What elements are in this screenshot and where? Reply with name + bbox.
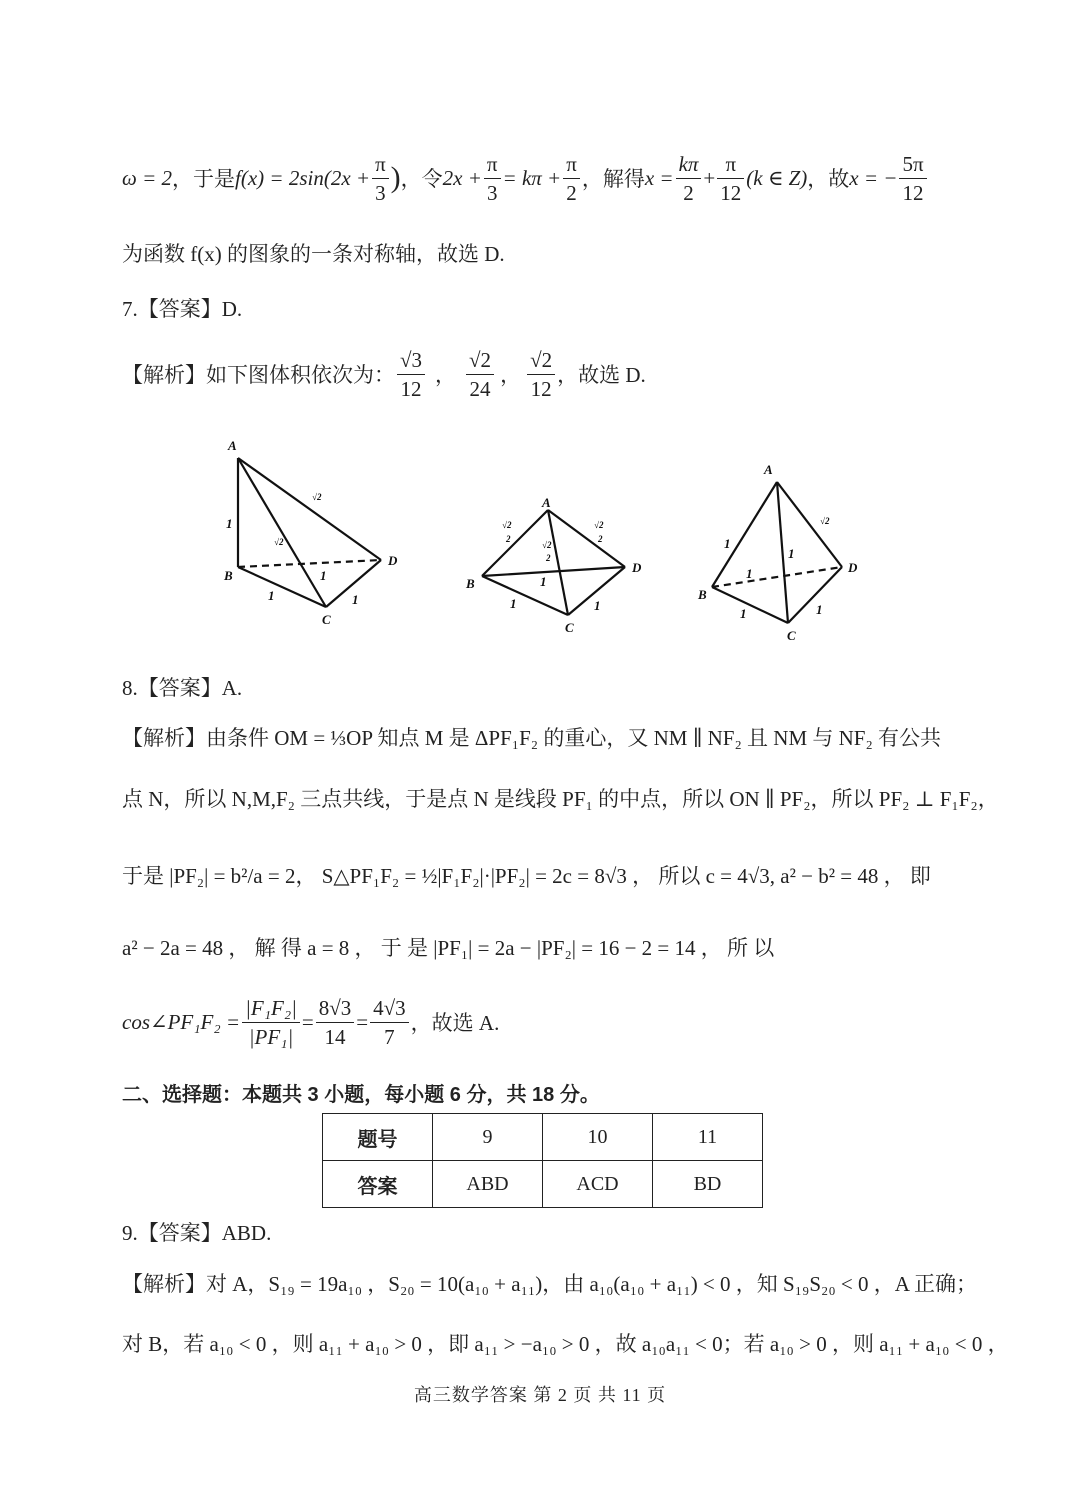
q8-line2: 点 N，所以 N,M,F₂ 三点共线，于是点 N 是线段 PF₁ 的中点，所以 ON ∥ PF₂，所以 PF₂ ⊥ F₁F₂， (122, 787, 999, 811)
section-title: 二、选择题：本题共 3 小题，每小题 6 分，共 18 分。 (122, 1084, 600, 1106)
volume-3: $\frac{√2}{12}$ (527, 346, 555, 403)
cos-prefix: cos∠PF₁F₂ = (122, 1009, 241, 1034)
k-in-z: (k ∈ Z) (746, 165, 808, 190)
x-neg: x = − (849, 165, 898, 190)
q9-line1: 【解析】对 A，S₁₉ = 19a₁₀ ，S₂₀ = 10(a₁₀ + a₁₁)，由 a₁₀(a₁₀ + a₁₁) < 0 ，知 S₁₉S₂₀ < 0 ，A 正确； (122, 1272, 978, 1296)
frac-3: $\frac{4√3}{7}$ (370, 994, 409, 1051)
fig2-edge-ab-num: √2 (502, 520, 512, 530)
omega-eq: ω = 2 (122, 165, 172, 190)
q7-answer: 7.【答案】D. (122, 297, 243, 321)
table-cell: ACD (543, 1161, 653, 1208)
fig3-label-b: B (698, 587, 707, 602)
fig3-label-d: D (848, 560, 858, 575)
fig3-edge-bc: 1 (740, 606, 747, 621)
table-cell: BD (653, 1161, 763, 1208)
paren-close: ) (390, 161, 401, 194)
q6-formula-line (122, 148, 929, 208)
analysis-suffix: ，故选 D. (557, 363, 646, 387)
fig2-label-a: A (542, 495, 551, 510)
volume-2: $\frac{√2}{24}$ (466, 346, 494, 403)
sep: ， (500, 363, 522, 387)
fig1-edge-cd: 1 (352, 592, 359, 607)
table-cell: 10 (543, 1114, 653, 1161)
q7-analysis (122, 342, 646, 406)
fraction-pi-3: $\frac{\pi}{3}$ (372, 150, 389, 207)
fig2-edge-cd: 1 (594, 598, 601, 613)
tetrahedra-figures (0, 430, 1080, 650)
text: ，解得 (581, 167, 645, 191)
q8-line1: 【解析】由条件 OM = ⅓OP 知点 M 是 ΔPF₁F₂ 的重心，又 NM ∥ NF₂ 且 NM 与 NF₂ 有公共 (122, 726, 942, 750)
figure-1 (238, 458, 381, 607)
q8-line5 (122, 990, 499, 1054)
plus: + (703, 165, 716, 190)
fig2-edge-bd: 1 (540, 574, 547, 589)
table-cell: 11 (653, 1114, 763, 1161)
fig1-label-b: B (224, 568, 233, 583)
text: ，于是 (172, 167, 235, 191)
text: ，故 (807, 167, 850, 191)
fig2-edge-ad-den: 2 (598, 534, 603, 544)
text: ，令 (400, 167, 443, 191)
frac-2: $\frac{8√3}{14}$ (316, 994, 355, 1051)
fig2-edge-ad-num: √2 (594, 520, 604, 530)
suffix: ，故选 A. (410, 1011, 500, 1035)
fig2-label-d: D (632, 560, 642, 575)
fig3-edge-bd: 1 (746, 566, 753, 581)
fig3-edge-ad: √2 (820, 516, 830, 526)
analysis-prefix: 【解析】如下图体积依次为： (122, 363, 395, 387)
fig1-edge-ab: 1 (226, 516, 233, 531)
expr: = kπ + (502, 165, 562, 190)
fraction-5pi-12: $\frac{5\pi}{12}$ (899, 150, 926, 207)
sep: ， (435, 363, 457, 387)
fig2-edge-bc: 1 (510, 596, 517, 611)
fig3-edge-ab: 1 (724, 536, 731, 551)
fraction-kpi-2: $\frac{k\pi}{2}$ (676, 150, 702, 207)
fig3-label-c: C (787, 628, 796, 643)
figure-3 (712, 482, 842, 623)
fig2-edge-ac-num: √2 (542, 540, 552, 550)
table-cell: ABD (433, 1161, 543, 1208)
fig1-edge-ac: √2 (274, 537, 284, 547)
q9-line2: 对 B，若 a₁₀ < 0 ，则 a₁₁ + a₁₀ > 0 ，即 a₁₁ > −a₁₀ > 0 ，故 a₁₀a₁₁ < 0；若 a₁₀ > 0 ，则 a₁₁ + a₁₀ < 0 ， (122, 1332, 1009, 1356)
x-eq: x = (644, 165, 674, 190)
fig2-label-b: B (466, 576, 475, 591)
fig1-edge-ad: √2 (312, 492, 322, 502)
fig3-edge-ac: 1 (788, 546, 795, 561)
fig2-edge-ac-den: 2 (546, 553, 551, 563)
q6-line2: 为函数 f(x) 的图象的一条对称轴，故选 D. (122, 242, 505, 266)
fig1-label-c: C (322, 612, 331, 627)
table-row (323, 1161, 763, 1208)
eq: = (301, 1009, 314, 1034)
fig1-label-d: D (388, 553, 398, 568)
expr: 2x + (442, 165, 482, 190)
q8-line3: 于是 |PF₂| = b²/a = 2， S△PF₁F₂ = ½|F₁F₂|·|PF₂| = 2c = 8√3 ， 所以 c = 4√3, a² − b² = 48 ， 即 (122, 864, 931, 888)
f-expr: f(x) = 2sin(2x + (235, 165, 371, 190)
fig2-edge-ab-den: 2 (506, 534, 511, 544)
fig3-label-a: A (764, 462, 773, 477)
volume-1: $\frac{√3}{12}$ (397, 346, 425, 403)
answer-table (322, 1113, 763, 1208)
eq: = (356, 1009, 369, 1034)
frac-1: $\frac{\text{|F₁F₂|}}{\text{|PF₁|}}$ (242, 994, 300, 1051)
fig1-edge-bc: 1 (268, 588, 275, 603)
q9-answer: 9.【答案】ABD. (122, 1221, 272, 1245)
fig3-edge-cd: 1 (816, 602, 823, 617)
fig1-edge-bd: 1 (320, 568, 327, 583)
fig1-label-a: A (228, 438, 237, 453)
fig2-label-c: C (565, 620, 574, 635)
q8-answer: 8.【答案】A. (122, 676, 243, 700)
table-cell: 答案 (323, 1161, 433, 1208)
page-footer: 高三数学答案 第 2 页 共 11 页 (413, 1385, 667, 1405)
table-cell: 9 (433, 1114, 543, 1161)
fraction-pi-2: $\frac{\pi}{2}$ (563, 150, 580, 207)
fraction-pi-3b: $\frac{\pi}{3}$ (484, 150, 501, 207)
q8-line4: a² − 2a = 48 ， 解 得 a = 8 ， 于 是 |PF₁| = 2a − |PF₂| = 16 − 2 = 14 ， 所 以 (122, 936, 775, 960)
table-row (323, 1114, 763, 1161)
fraction-pi-12: $\frac{\pi}{12}$ (717, 150, 744, 207)
table-cell: 题号 (323, 1114, 433, 1161)
